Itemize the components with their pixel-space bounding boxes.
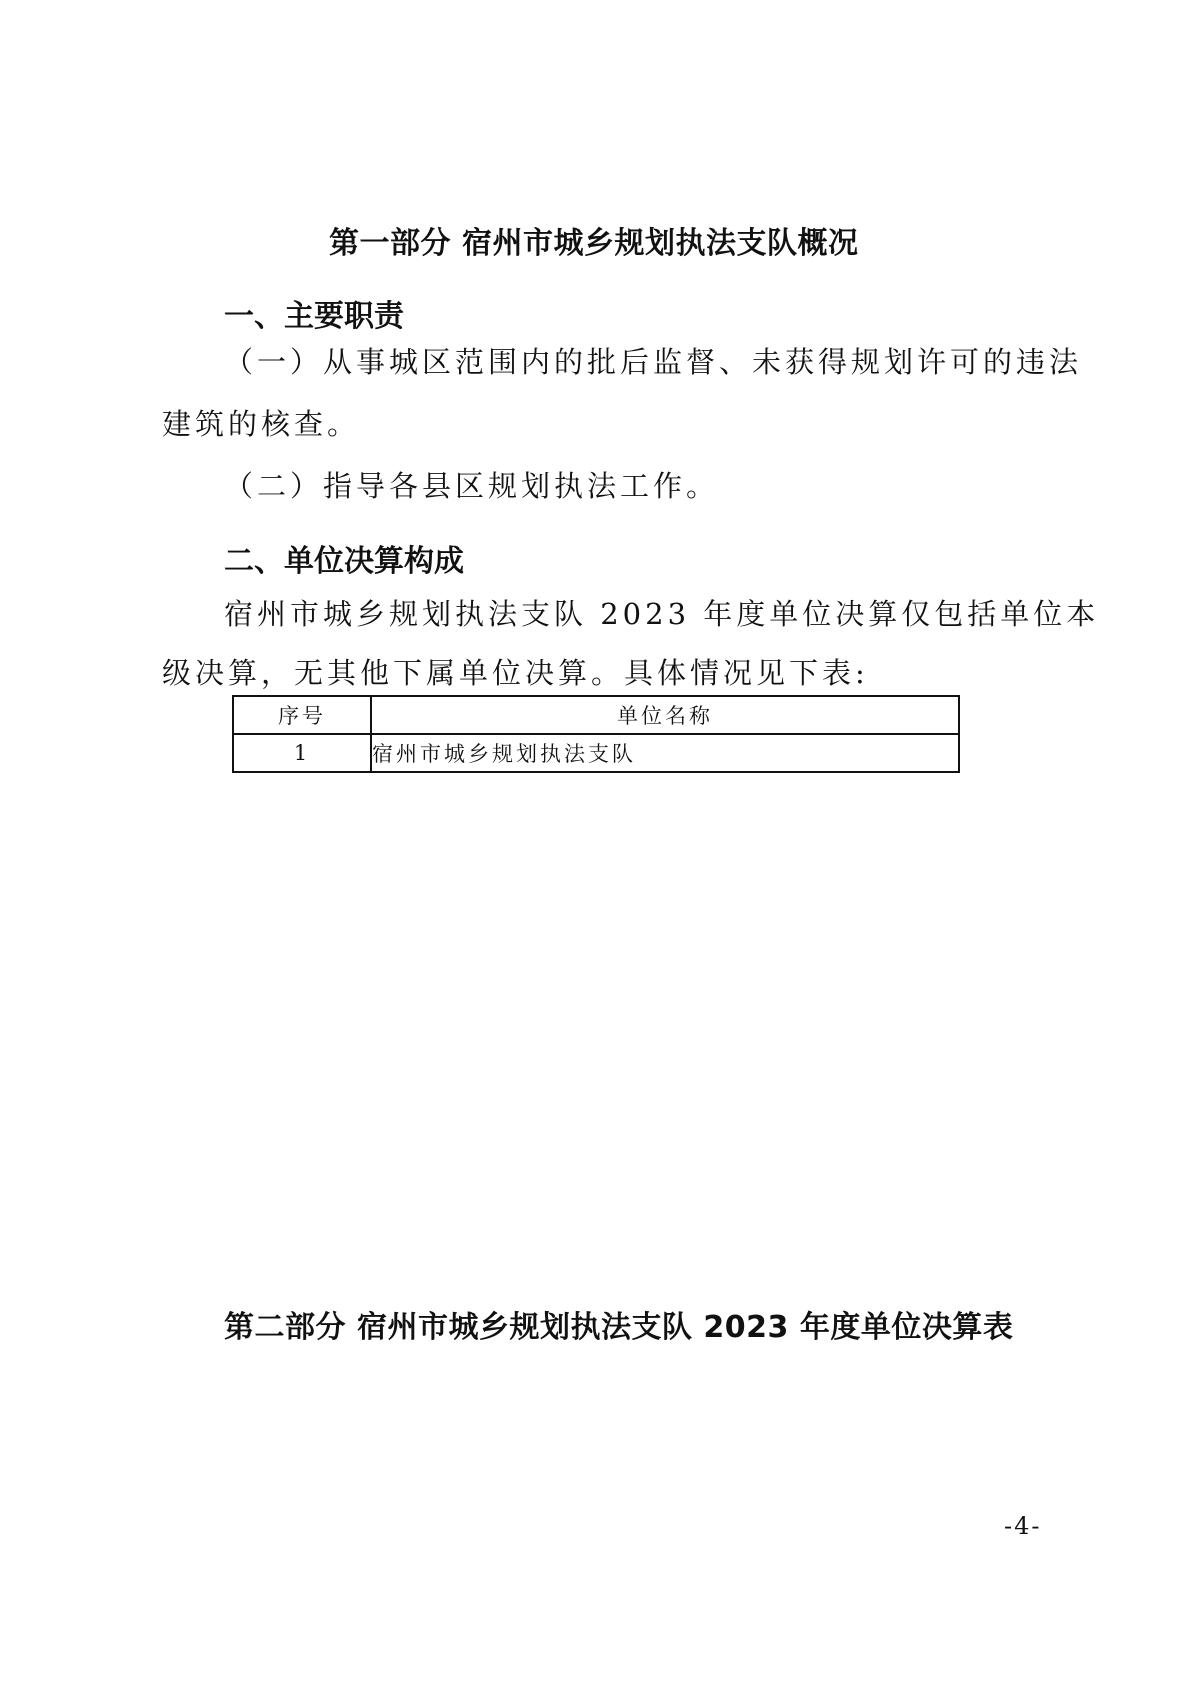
table-row <box>233 734 959 772</box>
header-index: 序号 <box>233 696 371 734</box>
duty-item-2: （二）指导各县区规划执法工作。 <box>224 469 720 503</box>
duty-item-1-line-2: 建筑的核查。 <box>162 407 361 441</box>
row-unit-name: 宿州市城乡规划执法支队 <box>371 734 959 772</box>
part-two-title: 第二部分 宿州市城乡规划执法支队 2023 年度单位决算表 <box>224 1310 1014 1345</box>
section-one-heading: 一、主要职责 <box>224 299 404 334</box>
composition-para-line-2: 级决算，无其他下属单位决算。具体情况见下表: <box>162 656 869 690</box>
duty-item-1-line-1: （一）从事城区范围内的批后监督、未获得规划许可的违法 <box>224 345 1083 379</box>
header-unit-name: 单位名称 <box>371 696 959 734</box>
composition-para-line-1: 宿州市城乡规划执法支队 2023 年度单位决算仅包括单位本 <box>224 597 1100 631</box>
units-table <box>232 695 960 773</box>
section-two-heading: 二、单位决算构成 <box>224 544 464 579</box>
page-number: -4- <box>1004 1512 1042 1540</box>
part-one-title: 第一部分 宿州市城乡规划执法支队概况 <box>329 226 859 261</box>
row-index: 1 <box>233 734 371 772</box>
table-header-row <box>233 696 959 734</box>
